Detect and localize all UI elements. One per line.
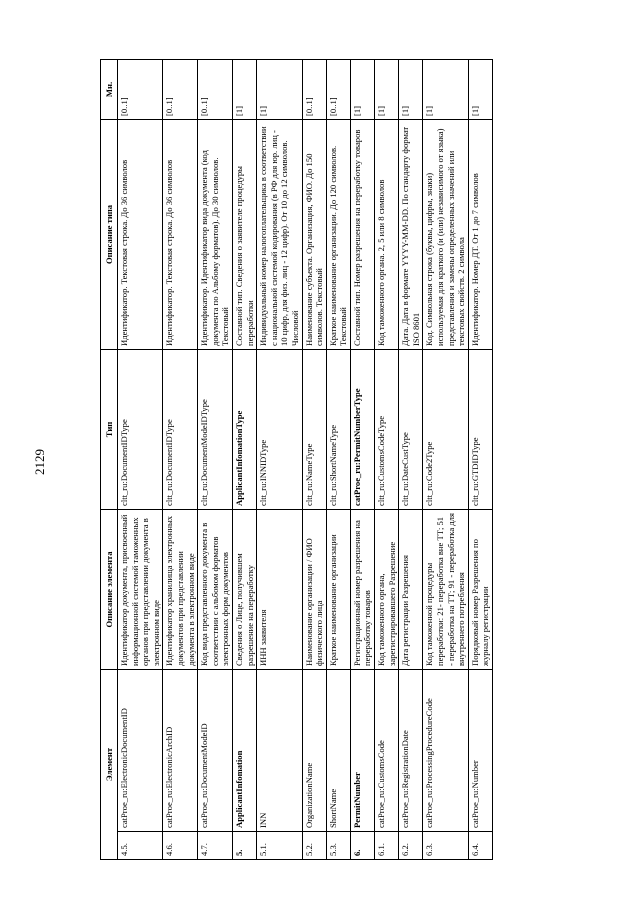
cell-type-desc: Индивидуальный номер налогоплательщика в соответствии с национальной системой кодирования (в РФ для юр. лиц - 10 цифр, для физ. лиц - 12 цифр). От 10 до 12 символов. Числовой bbox=[257, 119, 302, 349]
cell-element: catProe_ru:ProcessingProcedureCode bbox=[423, 669, 468, 831]
cell-type: cltt_ru:ShortNameType bbox=[326, 349, 350, 509]
cell-type-desc: Краткое наименование организации. До 120 символов. Текстовый bbox=[326, 119, 350, 349]
cell-type-desc: Наименование субъекта. Организация, ФИО. До 150 символов. Текстовый bbox=[302, 119, 326, 349]
table-row bbox=[468, 59, 492, 859]
cell-element: PermitNumber bbox=[350, 669, 374, 831]
cell-type: cltt_ru:Code2Type bbox=[423, 349, 468, 509]
header-element: Элемент bbox=[101, 669, 118, 859]
cell-number: 5.3. bbox=[326, 832, 350, 860]
cell-element: catProe_ru:ElectronicArchID bbox=[163, 669, 198, 831]
table-row bbox=[375, 59, 399, 859]
cell-element-desc: Порядковый номер Разрешения по журналу регистрации bbox=[468, 509, 492, 669]
cell-type-desc: Идентификатор. Текстовая строка. До 36 символов bbox=[118, 119, 163, 349]
header-type-desc: Описание типа bbox=[101, 119, 118, 349]
cell-element: ApplicantInfomation bbox=[232, 669, 256, 831]
cell-element: catProe_ru:RegistrationDate bbox=[399, 669, 423, 831]
cell-element-desc: Регистрационный номер разрешения на переработку товаров bbox=[350, 509, 374, 669]
table-row bbox=[118, 59, 163, 859]
table-body bbox=[118, 59, 493, 859]
cell-multiplicity: [1] bbox=[399, 59, 423, 119]
cell-type-desc: Идентификатор. Идентификатор вида документа (код документа по Альбому форматов). До 30 символов. Текстовый bbox=[198, 119, 233, 349]
table-row bbox=[257, 59, 302, 859]
cell-type-desc: Идентификатор. Текстовая строка. До 36 символов bbox=[163, 119, 198, 349]
cell-element: INN bbox=[257, 669, 302, 831]
cell-multiplicity: [1] bbox=[423, 59, 468, 119]
cell-element: ShortName bbox=[326, 669, 350, 831]
header-type: Тип bbox=[101, 349, 118, 509]
cell-type-desc: Код таможенного органа. 2, 5 или 8 символов bbox=[375, 119, 399, 349]
cell-multiplicity: [0..1] bbox=[326, 59, 350, 119]
cell-type: cltt_ru:DocumentIDType bbox=[163, 349, 198, 509]
cell-multiplicity: [0..1] bbox=[118, 59, 163, 119]
cell-element: catProe_ru:ElectronicDocumentID bbox=[118, 669, 163, 831]
cell-type-desc: Дата. Дата в формате YYYY-MM-DD. По стандарту формат ISO 8601 bbox=[399, 119, 423, 349]
cell-element-desc: Дата регистрации Разрешения bbox=[399, 509, 423, 669]
table-row bbox=[302, 59, 326, 859]
cell-element: catProe_ru:DocumentModeID bbox=[198, 669, 233, 831]
cell-element-desc: Код таможенного органа, зарегистрировавшего Разрешение bbox=[375, 509, 399, 669]
cell-type-desc: Идентификатор. Номер ДТ. От 1 до 7 символов bbox=[468, 119, 492, 349]
table-row bbox=[163, 59, 198, 859]
cell-element-desc: Краткое наименование организации bbox=[326, 509, 350, 669]
cell-element-desc: Наименование организации / ФИО физического лица bbox=[302, 509, 326, 669]
cell-element: catProe_ru:CustomsCode bbox=[375, 669, 399, 831]
cell-type-desc: Составной тип. Сведения о заявителе процедуры переработки bbox=[232, 119, 256, 349]
cell-multiplicity: [1] bbox=[350, 59, 374, 119]
table-row bbox=[326, 59, 350, 859]
cell-type: catProe_ru:PermitNumberType bbox=[350, 349, 374, 509]
cell-number: 6.3. bbox=[423, 832, 468, 860]
cell-number: 4.7. bbox=[198, 832, 233, 860]
cell-multiplicity: [1] bbox=[468, 59, 492, 119]
table-row bbox=[232, 59, 256, 859]
cell-element-desc: Сведения о Лице, получившем разрешение на переработку bbox=[232, 509, 256, 669]
cell-type: cltt_ru:GTDIDType bbox=[468, 349, 492, 509]
cell-type-desc: Код. Символьная строка (буквы, цифры, знаки) используемая для краткого (и (или) независимого от языка) представления и замены определенных значений или текстовых свойств. 2 символа bbox=[423, 119, 468, 349]
cell-multiplicity: [1] bbox=[257, 59, 302, 119]
table-row bbox=[350, 59, 374, 859]
cell-element: catProe_ru:Number bbox=[468, 669, 492, 831]
cell-type: cltt_ru:DocumentIDType bbox=[118, 349, 163, 509]
cell-multiplicity: [1] bbox=[375, 59, 399, 119]
cell-type: ApplicantInfomationType bbox=[232, 349, 256, 509]
cell-number: 6.2. bbox=[399, 832, 423, 860]
cell-number: 4.6. bbox=[163, 832, 198, 860]
rotated-table-container bbox=[100, 60, 632, 860]
cell-multiplicity: [1] bbox=[232, 59, 256, 119]
table-header-row bbox=[101, 59, 118, 859]
header-mn: Мн. bbox=[101, 59, 118, 119]
cell-number: 6.1. bbox=[375, 832, 399, 860]
page-number: 2129 bbox=[32, 449, 47, 475]
cell-element: OrganizationName bbox=[302, 669, 326, 831]
cell-element-desc: ИНН заявителя bbox=[257, 509, 302, 669]
cell-type-desc: Составной тип. Номер разрешения на переработку товаров bbox=[350, 119, 374, 349]
cell-multiplicity: [0..1] bbox=[302, 59, 326, 119]
table-row bbox=[423, 59, 468, 859]
schema-table bbox=[100, 59, 493, 860]
table-row bbox=[198, 59, 233, 859]
cell-type: cltt_ru:DateCustType bbox=[399, 349, 423, 509]
cell-element-desc: Код вида представленного документа в соответствии с альбомом форматов электронных форм документов bbox=[198, 509, 233, 669]
cell-type: cltt_ru:CustomsCodeType bbox=[375, 349, 399, 509]
cell-number: 6.4. bbox=[468, 832, 492, 860]
cell-number: 5.1. bbox=[257, 832, 302, 860]
cell-type: cltt_ru:NameType bbox=[302, 349, 326, 509]
cell-multiplicity: [0..1] bbox=[198, 59, 233, 119]
cell-number: 4.5. bbox=[118, 832, 163, 860]
cell-type: cltt_ru:DocumentModeIDType bbox=[198, 349, 233, 509]
cell-multiplicity: [0..1] bbox=[163, 59, 198, 119]
cell-type: cltt_ru:INNIDType bbox=[257, 349, 302, 509]
cell-number: 6. bbox=[350, 832, 374, 860]
header-element-desc: Описание элемента bbox=[101, 509, 118, 669]
cell-number: 5. bbox=[232, 832, 256, 860]
table-row bbox=[399, 59, 423, 859]
cell-number: 5.2. bbox=[302, 832, 326, 860]
cell-element-desc: Идентификатор хранилища электронных документов при представлении документа в электронном виде bbox=[163, 509, 198, 669]
cell-element-desc: Код таможенной процедуры переработки: 21- переработка вне ТТ; 51 - переработка на ТТ; 91 - переработка для внутреннего потребления bbox=[423, 509, 468, 669]
cell-element-desc: Идентификатор документа, присвоенный информационной системой таможенных органов при представлении документа в электронном виде bbox=[118, 509, 163, 669]
